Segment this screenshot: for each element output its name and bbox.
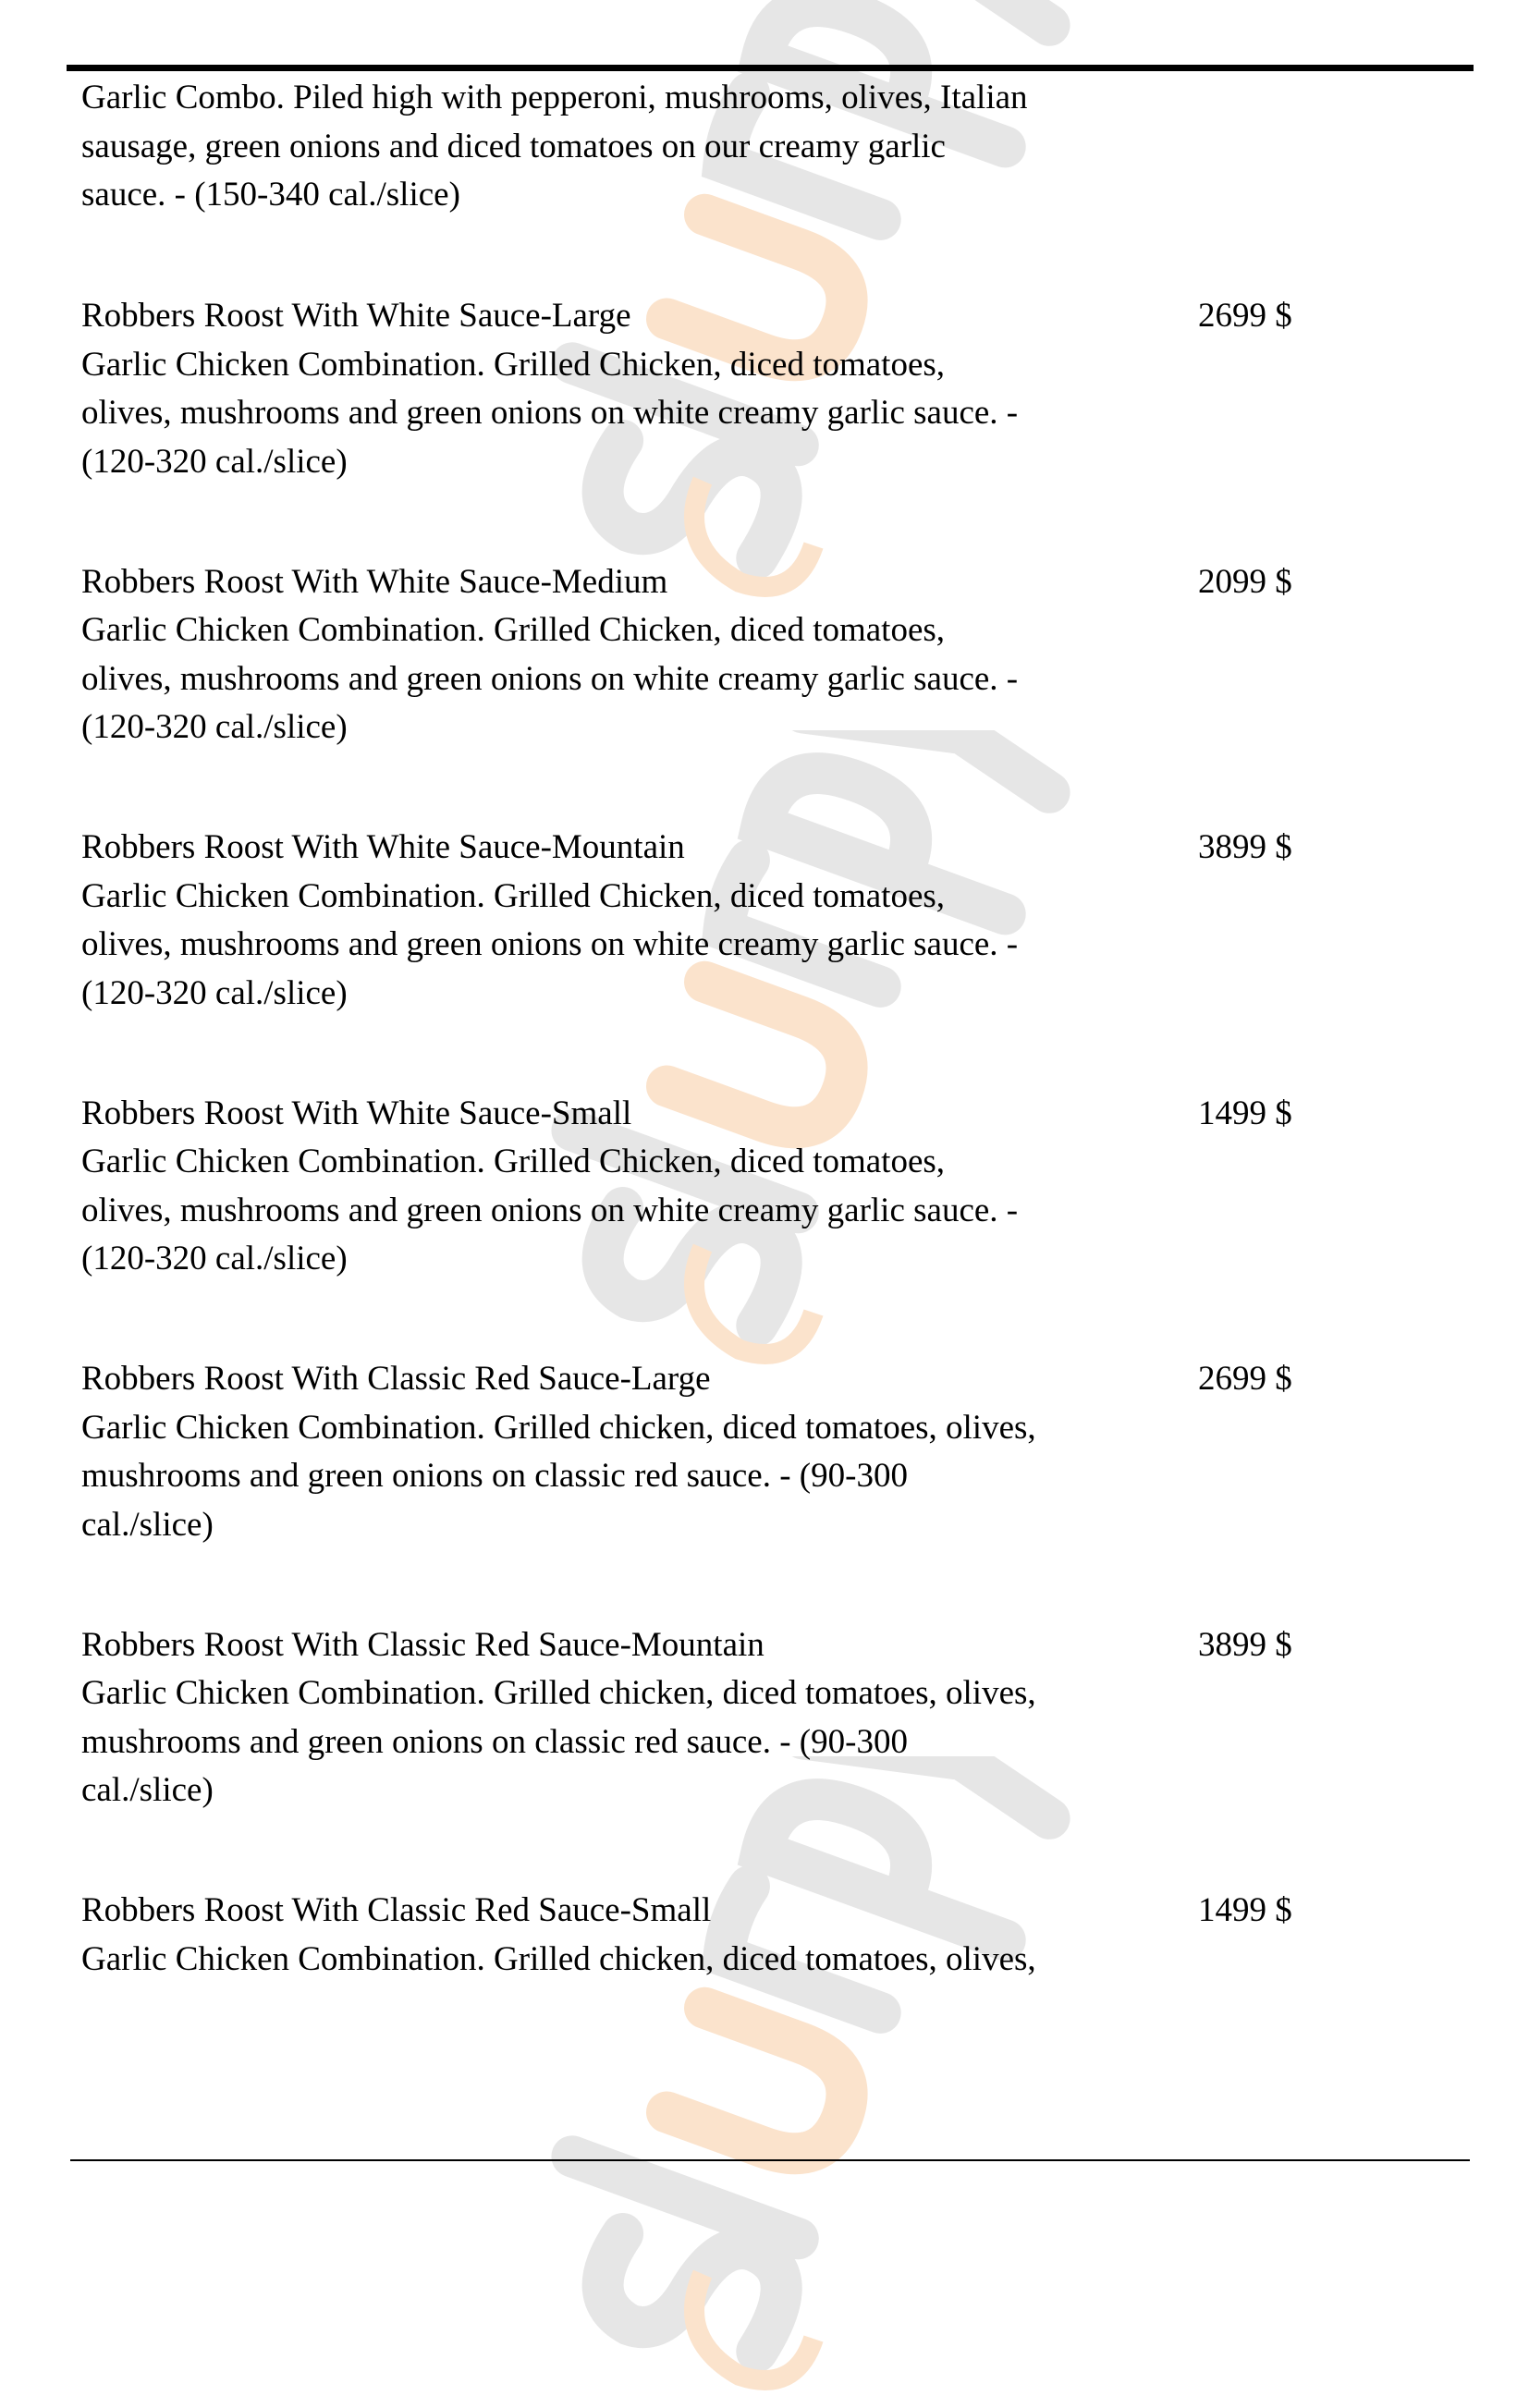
description-line: sausage, green onions and diced tomatoes on our creamy garlic — [81, 127, 946, 165]
menu-item-description-line: (120-320 cal./slice) — [81, 973, 348, 1012]
menu-item-name: Robbers Roost With Classic Red Sauce-Small — [81, 1891, 712, 1929]
menu-item-name: Robbers Roost With White Sauce-Medium — [81, 562, 668, 601]
menu-item-price: 1499 $ — [1198, 1891, 1292, 1929]
menu-item-header — [81, 292, 1449, 341]
menu-item-description-line: Garlic Chicken Combination. Grilled Chicken, diced tomatoes, — [81, 1143, 946, 1180]
menu-item-description-line: Garlic Chicken Combination. Grilled chicken, diced tomatoes, olives, — [81, 1939, 1036, 1978]
menu-item-name: Robbers Roost With White Sauce-Mountain — [81, 828, 685, 866]
menu-item-name: Robbers Roost With White Sauce-Small — [81, 1094, 632, 1132]
menu-item-header — [81, 1887, 1449, 1936]
slurpy-watermark-logo — [351, 1756, 1183, 2403]
menu-item-price: 3899 $ — [1198, 1625, 1292, 1664]
watermark-icon — [351, 1756, 1183, 2403]
menu-item-description-line: olives, mushrooms and green onions on white creamy garlic sauce. - — [81, 1191, 1019, 1229]
menu-item-description-line: (120-320 cal./slice) — [81, 708, 348, 746]
menu-item-description-line: (120-320 cal./slice) — [81, 1240, 348, 1277]
menu-item-description-line: Garlic Chicken Combination. Grilled Chicken, diced tomatoes, — [81, 876, 946, 915]
menu-item-name: Robbers Roost With Classic Red Sauce-Large — [81, 1360, 711, 1398]
menu-item-description-line: (120-320 cal./slice) — [81, 442, 348, 481]
menu-item-header — [81, 1090, 1449, 1139]
menu-item-name: Robbers Roost With White Sauce-Large — [81, 297, 631, 335]
bottom-rule — [70, 2159, 1470, 2161]
menu-item-header — [81, 824, 1449, 873]
description-line: sauce. - (150-340 cal./slice) — [81, 176, 460, 214]
menu-item-description-line: Garlic Chicken Combination. Grilled chicken, diced tomatoes, olives, — [81, 1674, 1036, 1712]
menu-item-price: 2099 $ — [1198, 562, 1292, 601]
menu-item-price: 3899 $ — [1198, 828, 1292, 866]
menu-item-description-line: Garlic Chicken Combination. Grilled Chicken, diced tomatoes, — [81, 611, 946, 649]
menu-item-description-line: Garlic Chicken Combination. Grilled chicken, diced tomatoes, olives, — [81, 1408, 1036, 1447]
intro-description — [81, 74, 1449, 220]
menu-item-description-line: Garlic Chicken Combination. Grilled Chicken, diced tomatoes, — [81, 345, 946, 384]
menu-item — [81, 824, 1449, 1018]
menu-item-header — [81, 1621, 1449, 1670]
menu-item — [81, 1090, 1449, 1284]
menu-item-description-line: mushrooms and green onions on classic red sauce. - (90-300 — [81, 1722, 908, 1761]
menu-item-description-line: olives, mushrooms and green onions on white creamy garlic sauce. - — [81, 659, 1019, 698]
menu-item — [81, 558, 1449, 752]
menu-item — [81, 1887, 1449, 1984]
menu-item-price: 1499 $ — [1198, 1094, 1292, 1132]
top-rule — [67, 65, 1474, 71]
menu-item — [81, 1355, 1449, 1549]
menu-item-name: Robbers Roost With Classic Red Sauce-Mountain — [81, 1625, 764, 1664]
menu-item-description-line: olives, mushrooms and green onions on white creamy garlic sauce. - — [81, 394, 1019, 432]
menu-item-price: 2699 $ — [1198, 297, 1292, 335]
menu-item-description-line: olives, mushrooms and green onions on white creamy garlic sauce. - — [81, 925, 1019, 963]
menu-item — [81, 1621, 1449, 1815]
description-line: Garlic Combo. Piled high with pepperoni, mushrooms, olives, Italian — [81, 79, 1028, 116]
menu-item-header — [81, 558, 1449, 607]
menu-item-description-line: mushrooms and green onions on classic red sauce. - (90-300 — [81, 1457, 908, 1495]
menu-item — [81, 292, 1449, 486]
menu-item-description-line: cal./slice) — [81, 1771, 214, 1809]
menu-item-description-line: cal./slice) — [81, 1505, 214, 1544]
menu-item-price: 2699 $ — [1198, 1360, 1292, 1398]
menu-item-header — [81, 1355, 1449, 1404]
